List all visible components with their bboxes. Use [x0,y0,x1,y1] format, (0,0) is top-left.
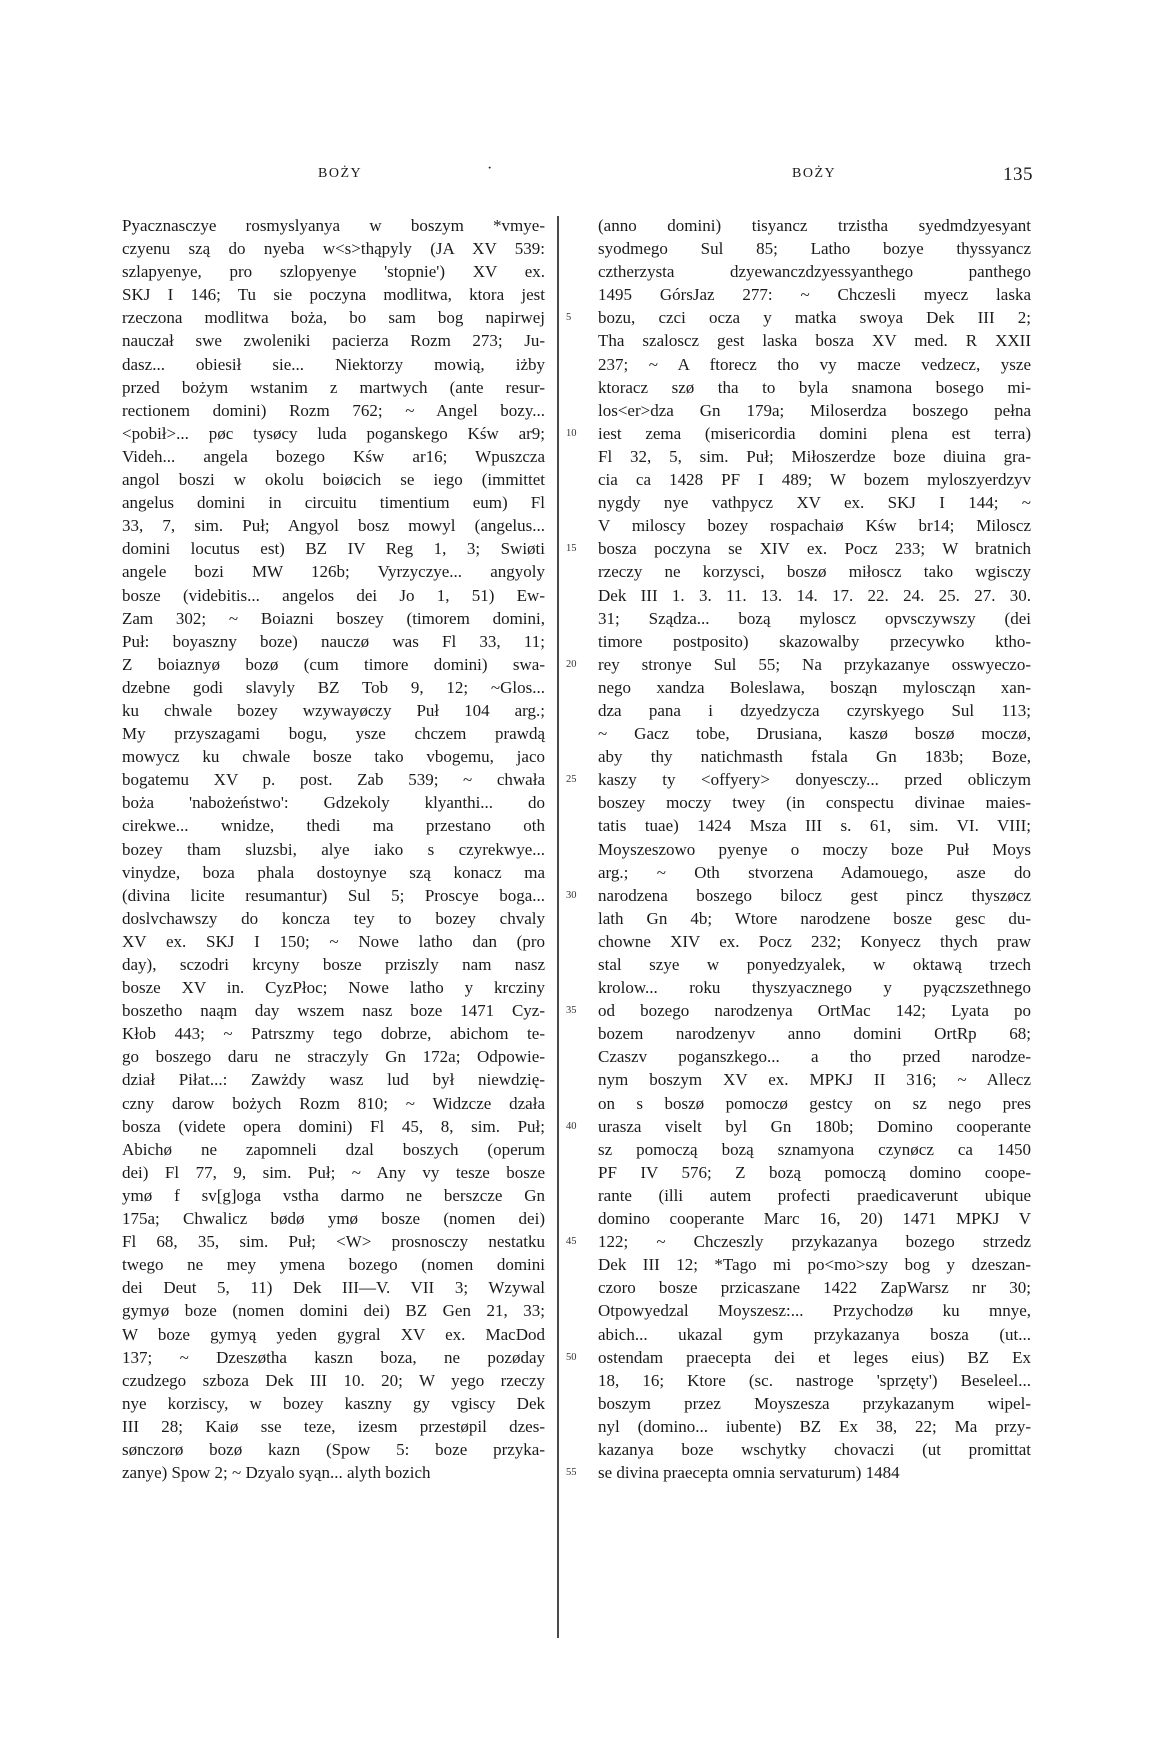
text-line: od bozego narodzenya OrtMac 142; Lyata po [598,1001,1031,1021]
text-line: SKJ I 146; Tu sie poczyna modlitwa, ktora jest [122,285,545,305]
text-line: Videh... angela bozego Kśw ar16; Wpuszcza [122,446,545,466]
text-line: narodzena boszego bilocz gest pincz thyszøcz [598,885,1031,905]
text-line: chowne XIV ex. Pocz 232; Konyecz thych praw [598,931,1031,951]
text-line: nauczał swe zwoleniki pacierza Rozm 273; Ju- [122,331,545,351]
text-line: rzeczona modlitwa boża, bo sam bog napirwej [122,308,545,328]
text-line: nym boszym XV ex. MPKJ II 316; ~ Allecz [598,1070,1031,1090]
text-line: Dek III 12; *Tago mi po<mo>szy bog y dzeszan- [598,1255,1031,1275]
text-line: Z boiaznyø bozø (cum timore domini) swa- [122,654,545,674]
text-line: bosze (videbitis... angelos dei Jo 1, 51) Ew- [122,585,545,605]
text-line: XV ex. SKJ I 150; ~ Nowe latho dan (pro [122,931,545,951]
text-line: 31; Sządza... bozą myloscz opvsczywszy (dei [598,608,1031,628]
text-line: rante (illi autem profecti praedicaverunt ubique [598,1185,1031,1205]
text-line: szlapyenye, pro szlopyenye 'stopnie') XV ex. [122,262,545,282]
text-line: Pyacznasczye rosmyslyanya w boszym *vmye- [122,216,545,235]
text-line: Kłob 443; ~ Patrszmy tego dobrze, abichom te- [122,1024,545,1044]
text-line: 175a; Chwalicz bødø ymø bosze (nomen dei) [122,1209,545,1229]
text-line: nye korziscy, w bozey kaszny gy vgiscy Dek [122,1393,545,1413]
text-line: 122; ~ Chczeszly przykazanya bozego strzedz [598,1232,1031,1252]
line-number: 55 [566,1467,577,1479]
text-line: vinydze, boza phala dostoynye szą konacz ma [122,862,545,882]
text-line: nygdy nye vathpycz XV ex. SKJ I 144; ~ [598,493,1031,513]
text-line: se divina praecepta omnia servaturum) 1484 [598,1463,900,1483]
text-line: dzebne godi slavyly BZ Tob 9, 12; ~Glos... [122,677,545,697]
text-line: rzeczy ne korzysci, boszø miłoscz tako wgisczy [598,562,1031,582]
text-line: czoro bosze przicaszane 1422 ZapWarsz nr 30; [598,1278,1031,1298]
text-line: day), sczodri krcyny bosze prziszly nam nasz [122,955,545,974]
line-number: 30 [566,889,577,901]
line-number: 35 [566,1005,577,1017]
text-line: czny darow bożych Rozm 810; ~ Widzcze dzała [122,1093,545,1113]
text-line: Czaszv poganszkego... a tho przed narodze- [598,1047,1031,1067]
text-line: ~ Gacz tobe, Drusiana, kaszø boszø moczø, [598,724,1031,744]
text-line: My przyszagami bogu, ysze chczem prawdą [122,724,545,744]
text-line: dei Deut 5, 11) Dek III—V. VII 3; Wzywal [122,1278,545,1298]
text-line: syodmego Sul 85; Latho bozye thyssyancz [598,239,1031,259]
text-line: Abichø ne zapomneli dzal boszych (operum [122,1139,545,1159]
text-line: Fl 68, 35, sim. Puł; <W> prosnosczy nestatku [122,1232,545,1252]
text-line: Otpowyedzal Moyszesz:... Przychodzø ku mnye, [598,1301,1031,1321]
text-line: twego ne mey ymena bozego (nomen domini [122,1255,545,1275]
text-line: cztherzysta dzyewanczdzyessyanthego panthego [598,262,1031,282]
text-line: czyenu szą do nyeba w<s>thąpyly (JA XV 539: [122,239,545,259]
line-number: 25 [566,774,577,786]
text-line: czudzego szboza Dek III 10. 20; W yego rzeczy [122,1370,545,1390]
text-line: urasza viselt byl Gn 180b; Domino cooperante [598,1116,1031,1136]
text-line: cirekwe... wnidze, thedi ma przestano oth [122,816,545,836]
text-line: bozey tham sluzsbi, alye iako s czyrekwye... [122,839,545,859]
text-line: angelus domini in circuitu timentium eum) Fl [122,493,545,513]
text-line: bosza poczyna se XIV ex. Pocz 233; W bratnich [598,539,1031,559]
line-number: 40 [566,1120,577,1132]
text-line: aby thy natichmasth fstala Gn 183b; Boze, [598,747,1031,767]
text-line: cia ca 1428 PF I 489; W bozem myloszyerdzyv [598,470,1031,490]
text-line: angol boszi w okolu boiøcich se iego (immittet [122,470,545,490]
text-line: bozem narodzenyv anno domini OrtRp 68; [598,1024,1031,1044]
text-line: dasz... obiesił sie... Niektorzy mowią, iżby [122,354,545,374]
text-line: gymyø boze (nomen domini dei) BZ Gen 21, 33; [122,1301,545,1321]
text-line: los<er>dza Gn 179a; Miloserdza boszego pełna [598,400,1031,420]
text-line: stal szye w ponyedzyalek, w oktawą trzech [598,955,1031,974]
text-line: dział Piłat...: Zawżdy wasz lud był niewdzię- [122,1070,545,1090]
text-line: 1495 GórsJaz 277: ~ Chczesli myecz laska [598,285,1031,305]
text-line: <pobił>... pøc tysøcy luda poganskego Kśw ar9; [122,423,545,443]
line-number: 15 [566,543,577,555]
text-line: bosze XV in. CyzPłoc; Nowe latho y krcziny [122,978,545,998]
text-line: sz pomoczą bozą sznamyona czynøcz ca 1450 [598,1139,1031,1159]
text-line: przed bożym wstanim z martwych (ante resur- [122,377,545,397]
text-line: domino cooperante Marc 16, 20) 1471 MPKJ V [598,1209,1031,1229]
left-text-column [122,214,545,1484]
text-line: Fl 32, 5, sim. Puł; Miłoszerdze boze diuina gra- [598,446,1031,466]
text-line: Tha szaloscz gest laska bosza XV med. R XXII [598,331,1031,351]
line-number: 5 [566,312,572,324]
text-line: boszey moczy twey (in conspectu divinae maies- [598,793,1031,813]
text-line: dza pana i dzyedzycza czyrskyego Sul 113; [598,700,1031,720]
text-line: 33, 7, sim. Puł; Angyol bosz mowyl (angelus... [122,516,545,536]
text-line: bogatemu XV p. post. Zab 539; ~ chwała [122,770,545,790]
text-line: ostendam praecepta dei et leges eius) BZ Ex [598,1347,1031,1367]
page-number: 135 [1003,164,1033,185]
text-line: ku chwale bozey wzywayøczy Puł 104 arg.; [122,700,545,720]
text-line: W boze gymyą yeden gygral XV ex. MacDod [122,1324,545,1344]
line-number: 10 [566,427,577,439]
text-line: nyl (domino... iubente) BZ Ex 38, 22; Ma przy- [598,1416,1031,1436]
text-line: angele bozi MW 126b; Vyrzyczye... angyoly [122,562,545,582]
text-line: nego xandza Boleslawa, bosząn myloscząn xan- [598,677,1031,697]
text-line: mowycz ku chwale bosze tako vbogemu, jaco [122,747,545,767]
text-line: Moyszeszowo pyenye o moczy boze Puł Moys [598,839,1031,859]
text-line: Dek III 1. 3. 11. 13. 14. 17. 22. 24. 25. 27. 30. [598,585,1031,605]
text-line: 137; ~ Dzeszøtha kaszn boza, ne pozøday [122,1347,545,1367]
text-line: sønczorø bozø kazn (Spow 5: boze przyka- [122,1439,545,1459]
text-line: zanye) Spow 2; ~ Dzyalo syąn... alyth bozich [122,1463,431,1483]
line-number: 45 [566,1236,577,1248]
line-number: 20 [566,658,577,670]
text-line: tatis tuae) 1424 Msza III s. 61, sim. VI. VIII; [598,816,1031,836]
text-line: dei) Fl 77, 9, sim. Puł; ~ Any vy tesze bosze [122,1162,545,1182]
text-line: Zam 302; ~ Boiazni boszey (timorem domini, [122,608,545,628]
text-line: (divina licite resumantur) Sul 5; Proscye boga... [122,885,545,905]
text-line: doslvchawszy do koncza tey to bozey chvaly [122,908,545,928]
text-line: V miloscy bozey rospachaiø Kśw br14; Miloscz [598,516,1031,536]
text-line: kaszy ty <offyery> donyesczy... przed obliczym [598,770,1031,790]
text-line: bozu, czci ocza y matka swoya Dek III 2; [598,308,1031,328]
running-head-right: BOŻY [792,166,837,181]
text-line: PF IV 576; Z bozą pomoczą domino coope- [598,1162,1031,1182]
text-line: ktoracz szø tha to byla snamona bosego mi- [598,377,1031,397]
text-line: lath Gn 4b; Wtore narodzene bosze gesc du- [598,908,1031,928]
text-line: rectionem domini) Rozm 762; ~ Angel bozy... [122,400,545,420]
header-dot: · [487,160,494,177]
text-line: kazanya boze wschytky chovaczi (ut promittat [598,1439,1031,1459]
text-line: boża 'nabożeństwo': Gdzekoly klyanthi... do [122,793,545,813]
column-divider [557,216,559,1638]
text-line: Puł: boyaszny boze) nauczø was Fl 33, 11; [122,631,545,651]
text-line: (anno domini) tisyancz trzistha syedmdzyesyant [598,216,1031,235]
text-line: bosza (videte opera domini) Fl 45, 8, sim. Puł; [122,1116,545,1136]
line-number: 50 [566,1351,577,1363]
text-line: timore postposito) skazowalby przecywko ktho- [598,631,1031,651]
text-line: krolow... roku thyszyacznego y pyączszethnego [598,978,1031,998]
text-line: boszym przez Moyszesza przykazanym wipel- [598,1393,1031,1413]
text-line: go boszego daru ne straczyly Gn 172a; Odpowie- [122,1047,545,1067]
text-line: III 28; Kaiø sse teze, izesm przestøpil dzes- [122,1416,545,1436]
text-line: 237; ~ A ftorecz tho vy macze vedzecz, ysze [598,354,1031,374]
text-line: iest zema (misericordia domini plena est terra) [598,423,1031,443]
text-line: 18, 16; Ktore (sc. nastroge 'sprzęty') Beseleel... [598,1370,1031,1390]
text-line: on s boszø pomoczø gestcy on sz nego pres [598,1093,1031,1113]
text-line: abich... ukazal gym przykazanya bosza (ut... [598,1324,1031,1344]
text-line: boszetho naąm day wszem nasz boze 1471 Cyz- [122,1001,545,1021]
text-line: arg.; ~ Oth stvorzena Adamouego, asze do [598,862,1031,882]
running-head-left: BOŻY [318,166,363,181]
text-line: domini locutus est) BZ IV Reg 1, 3; Swiøti [122,539,545,559]
text-line: ymø f sv[g]oga vstha darmo ne berszcze Gn [122,1185,545,1205]
text-line: rey stronye Sul 55; Na przykazanye osswyeczo- [598,654,1031,674]
right-text-column [598,214,1031,1484]
